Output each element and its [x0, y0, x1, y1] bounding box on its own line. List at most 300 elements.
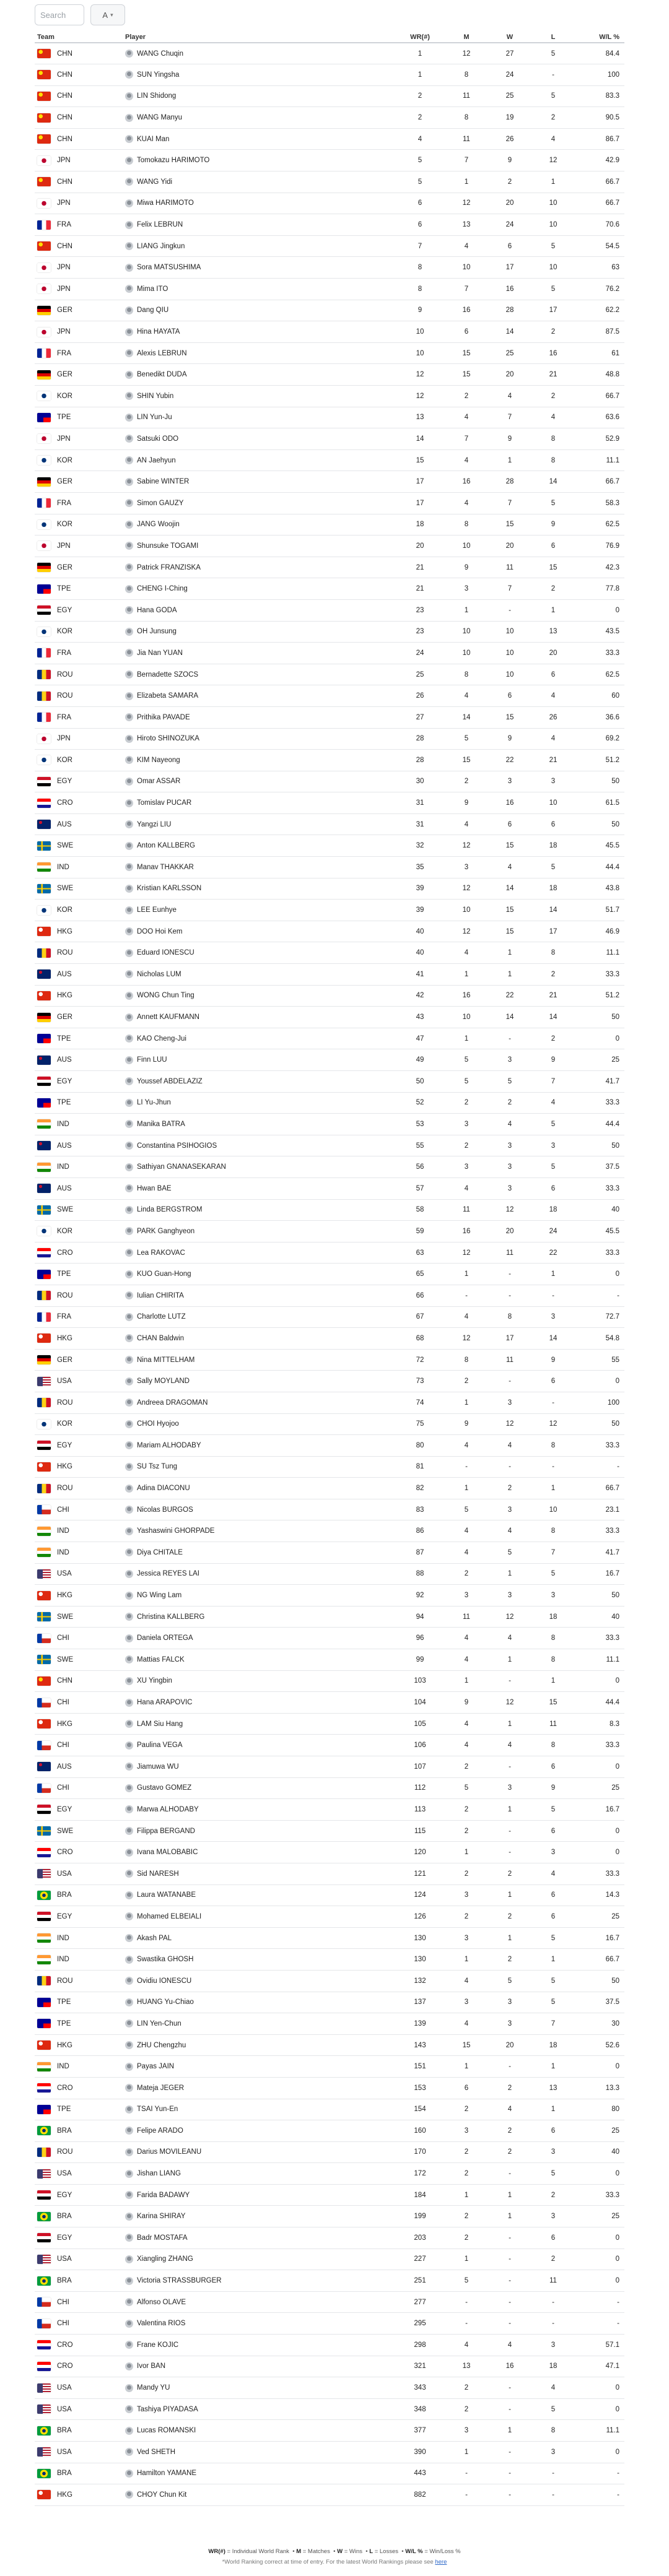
- table-row[interactable]: [35, 1306, 624, 1328]
- flag-fra-icon: [37, 220, 51, 230]
- table-row[interactable]: [35, 557, 624, 578]
- player-name[interactable]: Omar ASSAR: [137, 778, 181, 786]
- legend-l-desc: = Losses: [373, 2548, 398, 2555]
- table-row[interactable]: [35, 321, 624, 343]
- player-name[interactable]: WANG Chuqin: [137, 50, 183, 58]
- player-name[interactable]: Darius MOVILEANU: [137, 2148, 202, 2156]
- player-name[interactable]: Lea RAKOVAC: [137, 1249, 185, 1257]
- player-name[interactable]: Linda BERGSTROM: [137, 1206, 203, 1214]
- player-name[interactable]: Hamilton YAMANE: [137, 2470, 197, 2478]
- player-name[interactable]: Hiroto SHINOZUKA: [137, 735, 199, 743]
- player-name[interactable]: KIM Nayeong: [137, 756, 180, 764]
- player-name[interactable]: Sid NARESH: [137, 1870, 179, 1878]
- table-row[interactable]: [35, 2099, 624, 2120]
- search-input[interactable]: [35, 4, 84, 25]
- table-row[interactable]: [35, 2442, 624, 2463]
- player-name[interactable]: Youssef ABDELAZIZ: [137, 1077, 203, 1085]
- table-row[interactable]: [35, 300, 624, 321]
- player-name[interactable]: JANG Woojin: [137, 521, 180, 529]
- player-name[interactable]: Ivor BAN: [137, 2362, 166, 2370]
- player-name[interactable]: Hana GODA: [137, 606, 177, 614]
- team-code: EGY: [57, 1912, 72, 1920]
- world-rank-cell: 68: [395, 1328, 445, 1350]
- player-name[interactable]: Constantina PSIHOGIOS: [137, 1142, 217, 1150]
- table-row[interactable]: [35, 2291, 624, 2313]
- table-row[interactable]: [35, 1221, 624, 1242]
- player-name[interactable]: Andreea DRAGOMAN: [137, 1399, 208, 1407]
- player-name[interactable]: CHOI Hyojoo: [137, 1420, 179, 1428]
- player-name[interactable]: Marwa ALHODABY: [137, 1805, 199, 1813]
- table-row[interactable]: [35, 1071, 624, 1093]
- win-loss-pct-cell: 40: [575, 1199, 624, 1221]
- column-header-matches[interactable]: M: [445, 32, 488, 43]
- column-header-player[interactable]: Player: [123, 32, 395, 43]
- player-name[interactable]: ZHU Chengzhu: [137, 2041, 186, 2049]
- player-name[interactable]: Bernadette SZOCS: [137, 670, 199, 679]
- player-name[interactable]: KUAI Man: [137, 135, 170, 143]
- player-name[interactable]: LI Yu-Jhun: [137, 1099, 171, 1107]
- table-row[interactable]: [35, 1435, 624, 1457]
- player-name[interactable]: Karina SHIRAY: [137, 2213, 186, 2221]
- table-row[interactable]: [35, 1520, 624, 1542]
- losses-cell: 7: [531, 2013, 575, 2035]
- player-name[interactable]: Nicholas LUM: [137, 970, 181, 978]
- rankings-link[interactable]: here: [435, 2559, 447, 2565]
- table-row[interactable]: [35, 685, 624, 707]
- table-row[interactable]: [35, 1392, 624, 1413]
- matches-cell: 4: [445, 2335, 488, 2356]
- player-name[interactable]: LEE Eunhye: [137, 906, 177, 914]
- table-row[interactable]: [35, 1049, 624, 1071]
- player-name[interactable]: TSAI Yun-En: [137, 2105, 178, 2114]
- table-row[interactable]: [35, 664, 624, 685]
- table-row[interactable]: [35, 2398, 624, 2420]
- player-name[interactable]: KUO Guan-Hong: [137, 1270, 191, 1278]
- table-row[interactable]: [35, 2141, 624, 2163]
- player-name[interactable]: Christina KALLBERG: [137, 1613, 205, 1621]
- table-row[interactable]: [35, 706, 624, 728]
- table-row[interactable]: [35, 1713, 624, 1735]
- win-loss-pct-cell: 0: [575, 2227, 624, 2249]
- table-row[interactable]: [35, 386, 624, 407]
- table-row[interactable]: [35, 279, 624, 300]
- player-name[interactable]: Benedikt DUDA: [137, 371, 187, 379]
- table-row[interactable]: [35, 1478, 624, 1499]
- team-cell: [35, 1992, 123, 2013]
- player-avatar-icon: [125, 1184, 133, 1192]
- table-row[interactable]: [35, 64, 624, 86]
- table-row[interactable]: [35, 214, 624, 236]
- player-name[interactable]: Filippa BERGAND: [137, 1827, 195, 1835]
- table-row[interactable]: [35, 2184, 624, 2206]
- world-rank-cell: 6: [395, 214, 445, 236]
- player-name[interactable]: Prithika PAVADE: [137, 713, 190, 721]
- table-row[interactable]: [35, 1371, 624, 1392]
- table-row[interactable]: [35, 2013, 624, 2035]
- player-name[interactable]: CHENG I-Ching: [137, 585, 188, 593]
- player-name[interactable]: Laura WATANABE: [137, 1891, 196, 1899]
- table-row[interactable]: [35, 1906, 624, 1928]
- player-name[interactable]: Mohamed ELBEIALI: [137, 1912, 202, 1920]
- player-name[interactable]: SHIN Yubin: [137, 392, 174, 400]
- table-row[interactable]: [35, 1456, 624, 1478]
- table-row[interactable]: [35, 364, 624, 386]
- table-row[interactable]: [35, 750, 624, 771]
- table-row[interactable]: [35, 128, 624, 150]
- player-name[interactable]: Farida BADAWY: [137, 2191, 190, 2199]
- player-name[interactable]: Satsuki ODO: [137, 435, 179, 443]
- table-row[interactable]: [35, 1992, 624, 2013]
- player-name[interactable]: Hana ARAPOVIC: [137, 1699, 193, 1707]
- table-row[interactable]: [35, 1799, 624, 1821]
- player-name[interactable]: XU Yingbin: [137, 1677, 172, 1685]
- table-row[interactable]: [35, 85, 624, 107]
- team-code: FRA: [57, 713, 71, 721]
- table-row[interactable]: [35, 1028, 624, 1049]
- team-code: CHI: [57, 2298, 69, 2306]
- table-row[interactable]: [35, 2206, 624, 2227]
- table-row[interactable]: [35, 985, 624, 1007]
- table-row[interactable]: [35, 257, 624, 279]
- column-header-team[interactable]: Team: [35, 32, 123, 43]
- table-row[interactable]: [35, 2270, 624, 2292]
- player-name[interactable]: Felipe ARADO: [137, 2127, 183, 2135]
- team-code: JPN: [57, 735, 71, 743]
- table-row[interactable]: [35, 43, 624, 64]
- table-row[interactable]: [35, 1777, 624, 1799]
- player-name[interactable]: Badr MOSTAFA: [137, 2234, 188, 2242]
- table-row[interactable]: [35, 1499, 624, 1520]
- player-name[interactable]: Alexis LEBRUN: [137, 349, 187, 357]
- player-name[interactable]: Yangzi LIU: [137, 820, 172, 828]
- player-name[interactable]: LAM Siu Hang: [137, 1720, 183, 1728]
- wins-cell: 11: [488, 1349, 531, 1371]
- table-row[interactable]: [35, 878, 624, 900]
- table-row[interactable]: [35, 2120, 624, 2142]
- table-row[interactable]: [35, 1007, 624, 1028]
- table-row[interactable]: [35, 171, 624, 193]
- flag-aus-icon: [37, 1141, 51, 1150]
- team-cell: [35, 107, 123, 129]
- player-name[interactable]: Simon GAUZY: [137, 499, 184, 507]
- player-name[interactable]: Charlotte LUTZ: [137, 1313, 186, 1321]
- player-name[interactable]: Ovidiu IONESCU: [137, 1977, 192, 1985]
- flag-swe-icon: [37, 1655, 51, 1664]
- table-row[interactable]: [35, 492, 624, 514]
- player-avatar-icon: [125, 670, 133, 679]
- table-row[interactable]: [35, 1628, 624, 1649]
- table-row[interactable]: [35, 1264, 624, 1285]
- player-name[interactable]: Sally MOYLAND: [137, 1377, 190, 1386]
- losses-cell: 12: [531, 150, 575, 171]
- table-row[interactable]: [35, 1756, 624, 1778]
- player-name[interactable]: AN Jaehyun: [137, 456, 176, 464]
- table-row[interactable]: [35, 2484, 624, 2506]
- player-cell: [123, 1692, 395, 1714]
- matches-cell: 4: [445, 1713, 488, 1735]
- table-row[interactable]: [35, 1820, 624, 1842]
- player-name[interactable]: Tomislav PUCAR: [137, 799, 192, 807]
- player-name[interactable]: WANG Yidi: [137, 178, 173, 186]
- table-row[interactable]: [35, 1177, 624, 1199]
- player-name[interactable]: Payas JAIN: [137, 2063, 175, 2071]
- table-row[interactable]: [35, 813, 624, 835]
- team-cell: [35, 1884, 123, 1906]
- world-rank-cell: 130: [395, 1949, 445, 1971]
- player-name[interactable]: Nicolas BURGOS: [137, 1506, 193, 1514]
- table-row[interactable]: [35, 2077, 624, 2099]
- table-row[interactable]: [35, 792, 624, 814]
- player-name[interactable]: Elizabeta SAMARA: [137, 692, 199, 700]
- world-rank-cell: 377: [395, 2420, 445, 2442]
- player-name[interactable]: SU Tsz Tung: [137, 1463, 177, 1471]
- flag-hkg-icon: [37, 927, 51, 936]
- win-loss-pct-cell: 50: [575, 1413, 624, 1435]
- column-header-world-rank[interactable]: WR(#): [395, 32, 445, 43]
- table-row[interactable]: [35, 471, 624, 493]
- table-row[interactable]: [35, 107, 624, 129]
- losses-cell: 18: [531, 835, 575, 857]
- win-loss-pct-cell: 66.7: [575, 171, 624, 193]
- table-row[interactable]: [35, 771, 624, 792]
- player-avatar-icon: [125, 2362, 133, 2370]
- table-row[interactable]: [35, 728, 624, 750]
- table-row[interactable]: [35, 1349, 624, 1371]
- world-rank-cell: 121: [395, 1863, 445, 1884]
- flag-fra-icon: [37, 349, 51, 358]
- table-row[interactable]: [35, 536, 624, 557]
- table-row[interactable]: [35, 1970, 624, 1992]
- table-row[interactable]: [35, 857, 624, 878]
- table-row[interactable]: [35, 2420, 624, 2442]
- player-name[interactable]: Mima ITO: [137, 285, 168, 293]
- player-name[interactable]: Iulian CHIRITA: [137, 1291, 184, 1299]
- win-loss-pct-cell: 63.6: [575, 407, 624, 428]
- wins-cell: 9: [488, 150, 531, 171]
- player-name[interactable]: Anton KALLBERG: [137, 842, 195, 850]
- player-name[interactable]: LIN Yun-Ju: [137, 414, 172, 422]
- player-name[interactable]: Dang QIU: [137, 306, 169, 314]
- table-row[interactable]: [35, 1884, 624, 1906]
- player-cell: [123, 1842, 395, 1863]
- table-row[interactable]: [35, 2034, 624, 2056]
- player-name[interactable]: KAO Cheng-Jui: [137, 1034, 186, 1043]
- table-row[interactable]: [35, 1092, 624, 1114]
- wins-cell: 19: [488, 107, 531, 129]
- table-row[interactable]: [35, 1413, 624, 1435]
- player-name[interactable]: Mariam ALHODABY: [137, 1441, 201, 1449]
- table-row[interactable]: [35, 2056, 624, 2078]
- player-name[interactable]: Tomokazu HARIMOTO: [137, 157, 210, 165]
- table-row[interactable]: [35, 1328, 624, 1350]
- table-row[interactable]: [35, 2227, 624, 2249]
- player-name[interactable]: Diya CHITALE: [137, 1548, 183, 1556]
- table-row[interactable]: [35, 235, 624, 257]
- table-row[interactable]: [35, 1863, 624, 1884]
- player-name[interactable]: Gustavo GOMEZ: [137, 1784, 192, 1792]
- flag-jpn-icon: [37, 156, 51, 165]
- win-loss-pct-cell: 77.8: [575, 578, 624, 600]
- wins-cell: 2: [488, 1092, 531, 1114]
- table-row[interactable]: [35, 193, 624, 214]
- player-name[interactable]: Xiangling ZHANG: [137, 2255, 193, 2263]
- column-header-losses[interactable]: L: [531, 32, 575, 43]
- player-name[interactable]: Ivana MALOBABIC: [137, 1849, 198, 1857]
- player-name[interactable]: Sora MATSUSHIMA: [137, 264, 201, 272]
- table-row[interactable]: [35, 1285, 624, 1306]
- flag-chi-icon: [37, 1698, 51, 1707]
- player-name[interactable]: Frane KOJIC: [137, 2341, 179, 2349]
- table-row[interactable]: [35, 2313, 624, 2335]
- table-row[interactable]: [35, 1114, 624, 1135]
- player-name[interactable]: Hwan BAE: [137, 1184, 172, 1192]
- table-row[interactable]: [35, 1242, 624, 1264]
- player-name[interactable]: OH Junsung: [137, 628, 177, 636]
- player-name[interactable]: Annett KAUFMANN: [137, 1013, 199, 1021]
- table-row[interactable]: [35, 342, 624, 364]
- table-row[interactable]: [35, 2356, 624, 2377]
- team-cell: [35, 1007, 123, 1028]
- table-row[interactable]: [35, 1649, 624, 1671]
- table-row[interactable]: [35, 835, 624, 857]
- player-name[interactable]: Miwa HARIMOTO: [137, 199, 194, 207]
- table-row[interactable]: [35, 964, 624, 986]
- player-name[interactable]: Felix LEBRUN: [137, 221, 183, 229]
- table-row[interactable]: [35, 2377, 624, 2399]
- table-row[interactable]: [35, 621, 624, 643]
- player-name[interactable]: WONG Chun Ting: [137, 992, 195, 1000]
- column-header-wins[interactable]: W: [488, 32, 531, 43]
- player-name[interactable]: Victoria STRASSBURGER: [137, 2277, 222, 2285]
- flag-ind-icon: [37, 862, 51, 872]
- flag-hkg-icon: [37, 1334, 51, 1343]
- matches-cell: 12: [445, 878, 488, 900]
- flag-jpn-icon: [37, 284, 51, 293]
- table-row[interactable]: [35, 1156, 624, 1178]
- table-row[interactable]: [35, 1563, 624, 1585]
- player-name[interactable]: Hina HAYATA: [137, 328, 180, 336]
- team-cell: [35, 1820, 123, 1842]
- table-row[interactable]: [35, 1606, 624, 1628]
- player-avatar-icon: [125, 1120, 133, 1128]
- table-row[interactable]: [35, 900, 624, 921]
- player-name[interactable]: LIN Yen-Chun: [137, 2019, 181, 2027]
- player-name[interactable]: HUANG Yu-Chiao: [137, 1998, 194, 2006]
- player-name[interactable]: PARK Ganghyeon: [137, 1227, 195, 1235]
- player-name[interactable]: Mattias FALCK: [137, 1655, 185, 1663]
- player-name[interactable]: DOO Hoi Kem: [137, 927, 183, 935]
- matches-cell: 2: [445, 1092, 488, 1114]
- table-row[interactable]: [35, 1842, 624, 1863]
- player-name[interactable]: Shunsuke TOGAMI: [137, 542, 199, 550]
- player-name[interactable]: Jishan LIANG: [137, 2170, 181, 2178]
- team-code: FRA: [57, 649, 71, 657]
- player-name[interactable]: Jessica REYES LAI: [137, 1570, 199, 1578]
- player-name[interactable]: Paulina VEGA: [137, 1741, 183, 1750]
- table-row[interactable]: [35, 1927, 624, 1949]
- table-row[interactable]: [35, 1735, 624, 1756]
- player-avatar-icon: [125, 1720, 133, 1728]
- table-row[interactable]: [35, 407, 624, 428]
- world-rank-cell: 390: [395, 2442, 445, 2463]
- player-name[interactable]: Adina DIACONU: [137, 1485, 190, 1493]
- player-name[interactable]: Valentina RIOS: [137, 2320, 186, 2328]
- player-name[interactable]: Jiamuwa WU: [137, 1763, 179, 1771]
- table-row[interactable]: [35, 1585, 624, 1607]
- table-row[interactable]: [35, 1949, 624, 1971]
- player-name[interactable]: Tashiya PIYADASA: [137, 2405, 198, 2413]
- world-rank-cell: 21: [395, 557, 445, 578]
- table-row[interactable]: [35, 2335, 624, 2356]
- player-name[interactable]: Yashaswini GHORPADE: [137, 1527, 215, 1535]
- player-name[interactable]: Akash PAL: [137, 1934, 172, 1942]
- table-row[interactable]: [35, 1199, 624, 1221]
- player-name[interactable]: Manika BATRA: [137, 1120, 185, 1128]
- table-row[interactable]: [35, 1692, 624, 1714]
- player-cell: [123, 300, 395, 321]
- table-row[interactable]: [35, 921, 624, 942]
- player-name[interactable]: Sathiyan GNANASEKARAN: [137, 1163, 226, 1171]
- player-name[interactable]: Alfonso OLAVE: [137, 2298, 186, 2306]
- column-header-win-loss-pct[interactable]: W/L %: [575, 32, 624, 43]
- player-name[interactable]: CHAN Baldwin: [137, 1334, 185, 1342]
- table-row[interactable]: [35, 578, 624, 600]
- table-row[interactable]: [35, 2463, 624, 2484]
- team-code: EGY: [57, 1077, 72, 1085]
- player-name[interactable]: Sabine WINTER: [137, 478, 190, 486]
- player-name[interactable]: Eduard IONESCU: [137, 949, 195, 957]
- losses-cell: 8: [531, 1520, 575, 1542]
- player-name[interactable]: LIANG Jingkun: [137, 242, 185, 250]
- player-name[interactable]: Jia Nan YUAN: [137, 649, 183, 657]
- losses-cell: 3: [531, 1306, 575, 1328]
- losses-cell: 4: [531, 685, 575, 707]
- table-row[interactable]: [35, 150, 624, 171]
- table-row[interactable]: [35, 599, 624, 621]
- player-name[interactable]: Patrick FRANZISKA: [137, 563, 201, 571]
- player-name[interactable]: Mateja JEGER: [137, 2084, 185, 2092]
- table-row[interactable]: [35, 428, 624, 450]
- table-row[interactable]: [35, 449, 624, 471]
- table-row[interactable]: [35, 2163, 624, 2185]
- player-name[interactable]: Lucas ROMANSKI: [137, 2427, 196, 2435]
- player-name[interactable]: Manav THAKKAR: [137, 863, 194, 871]
- player-name[interactable]: Nina MITTELHAM: [137, 1356, 195, 1364]
- player-name[interactable]: Daniela ORTEGA: [137, 1634, 193, 1642]
- wins-cell: 8: [488, 1306, 531, 1328]
- table-row[interactable]: [35, 1135, 624, 1156]
- table-row[interactable]: [35, 1542, 624, 1564]
- table-row[interactable]: [35, 2249, 624, 2270]
- losses-cell: 16: [531, 342, 575, 364]
- player-name[interactable]: NG Wing Lam: [137, 1592, 182, 1600]
- player-name[interactable]: LIN Shidong: [137, 92, 177, 100]
- wins-cell: 5: [488, 1542, 531, 1564]
- table-row[interactable]: [35, 1670, 624, 1692]
- table-row[interactable]: [35, 514, 624, 536]
- player-name[interactable]: Finn LUU: [137, 1056, 167, 1064]
- player-name[interactable]: Mandy YU: [137, 2384, 170, 2392]
- table-row[interactable]: [35, 942, 624, 964]
- player-name[interactable]: WANG Manyu: [137, 114, 183, 122]
- player-name[interactable]: CHOY Chun Kit: [137, 2491, 187, 2499]
- player-name[interactable]: SUN Yingsha: [137, 71, 180, 79]
- player-name[interactable]: Ved SHETH: [137, 2448, 175, 2456]
- player-name[interactable]: Swastika GHOSH: [137, 1956, 194, 1964]
- player-name[interactable]: Kristian KARLSSON: [137, 885, 202, 893]
- sort-button[interactable]: [90, 4, 125, 25]
- table-row[interactable]: [35, 643, 624, 664]
